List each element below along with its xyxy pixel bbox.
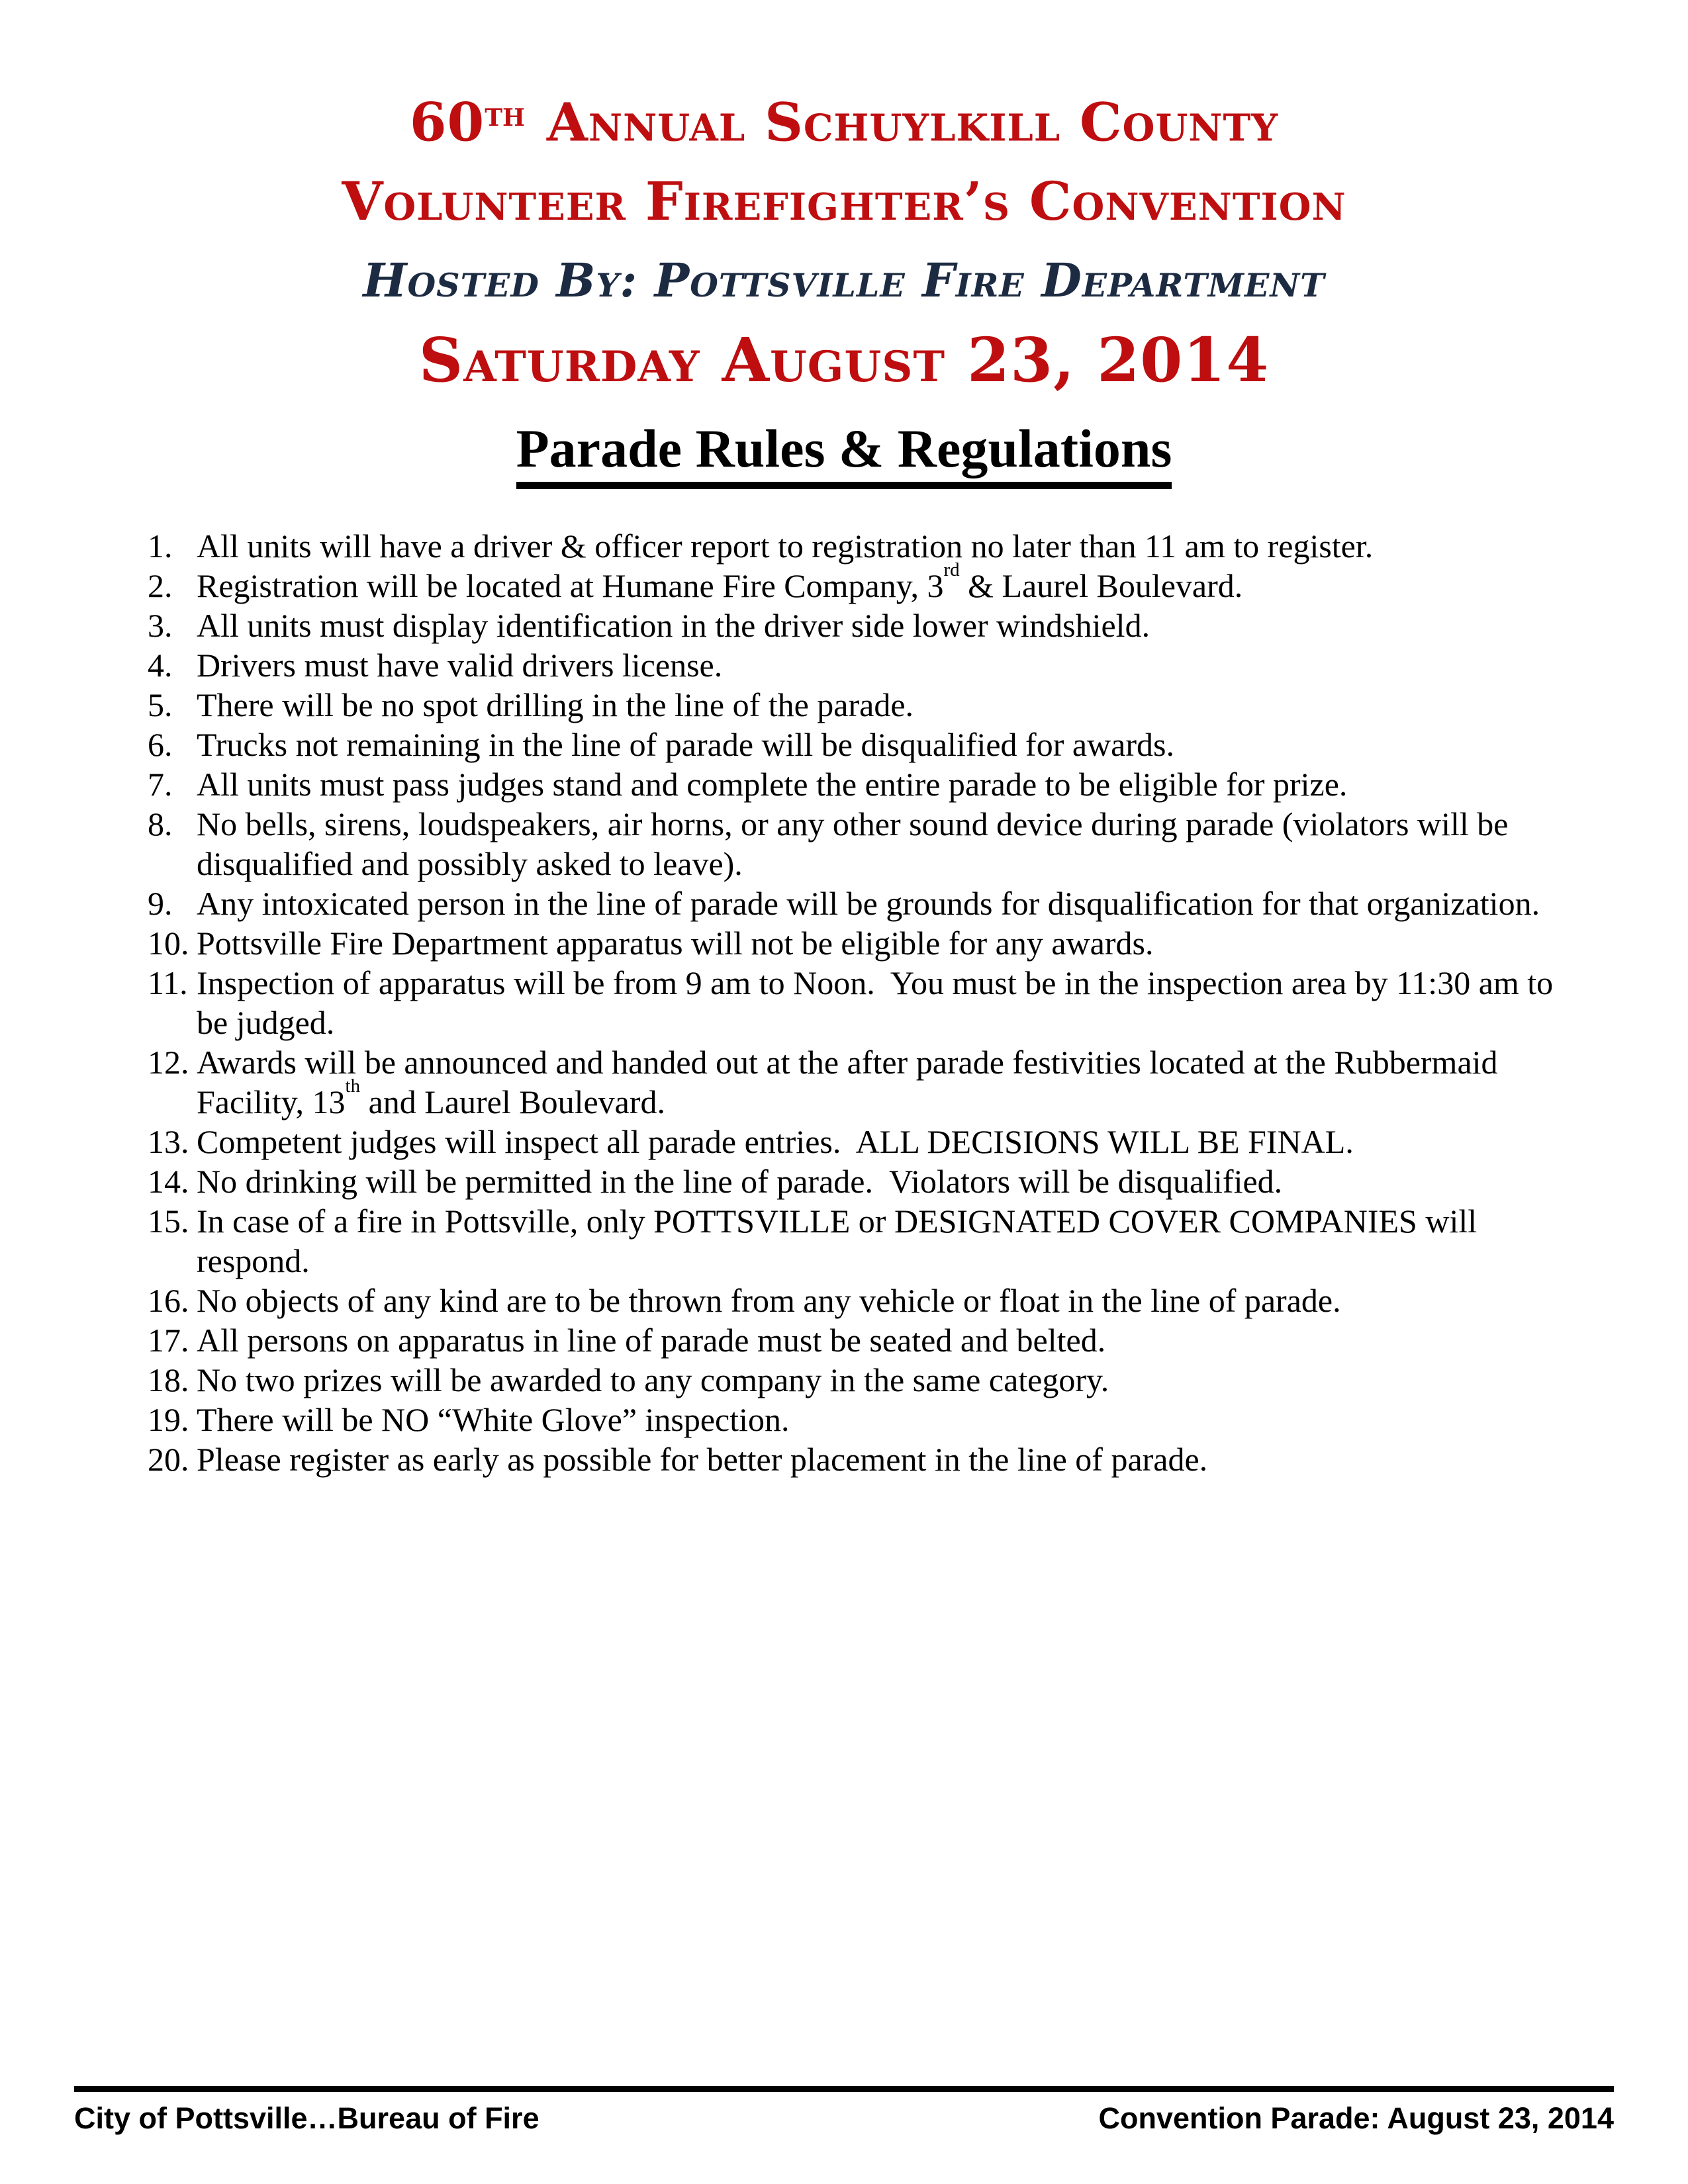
document-footer: [74, 2086, 1614, 2136]
document-header: [0, 0, 1688, 400]
rule-text: [197, 884, 1558, 923]
rule-text-segment: Inspection of apparatus will be from 9 am to Noon. You must be in the inspection area by 11:30 am to be judged.: [197, 964, 1562, 1042]
rule-number: 2.: [148, 567, 173, 605]
rule-item: [148, 559, 1558, 606]
rule-text: [197, 963, 1562, 1042]
rule-text-segment: and Laurel Boulevard.: [360, 1083, 666, 1121]
rule-text-segment: In case of a fire in Pottsville, only POTTSVILLE or DESIGNATED COVER COMPANIES will respond.: [197, 1203, 1485, 1280]
rule-item: [148, 804, 1558, 884]
rule-item: [148, 963, 1562, 1042]
rule-text: [197, 1360, 1558, 1400]
rule-text-segment: Pottsville Fire Department apparatus will not be eligible for any awards.: [197, 925, 1154, 962]
rule-text-segment: All persons on apparatus in line of parade must be seated and belted.: [197, 1322, 1106, 1359]
rule-number: 20.: [148, 1441, 189, 1479]
rule-text: [197, 804, 1558, 884]
rule-number: 6.: [148, 726, 173, 764]
rule-text: [197, 1400, 1558, 1439]
rule-text-segment: No bells, sirens, loudspeakers, air horns, or any other sound device during parade (violators will be disqualified and possibly asked to leave).: [197, 805, 1517, 883]
rule-text: [197, 1161, 1558, 1201]
rule-number: 11.: [148, 964, 188, 1002]
rule-item: [148, 1201, 1558, 1281]
heading-th-superscript: TH: [485, 104, 525, 132]
rule-text: [197, 1281, 1558, 1320]
rule-text: [197, 1042, 1558, 1122]
rule-number: 5.: [148, 686, 173, 724]
rule-text-segment: There will be NO “White Glove” inspection.: [197, 1401, 790, 1439]
heading-line-2: Volunteer Firefighter’s Convention: [342, 170, 1346, 233]
rule-text: [197, 725, 1558, 764]
heading-hosted-by: Hosted By: Pottsville Fire Department: [363, 253, 1325, 308]
rule-number: 10.: [148, 925, 189, 962]
rule-number: 4.: [148, 647, 173, 684]
rule-text-segment: All units must pass judges stand and complete the entire parade to be eligible for prize.: [197, 766, 1348, 803]
rule-number: 7.: [148, 766, 173, 803]
rule-text: [197, 685, 1558, 725]
rule-text: [197, 1201, 1558, 1281]
rule-number: 8.: [148, 805, 173, 843]
rule-number: 18.: [148, 1361, 189, 1399]
rule-text: [197, 526, 1558, 566]
rule-text-segment: Competent judges will inspect all parade entries. ALL DECISIONS WILL BE FINAL.: [197, 1123, 1354, 1161]
rule-item: [148, 1320, 1558, 1360]
rule-item: [148, 1281, 1558, 1320]
heading-date: Saturday August 23, 2014: [418, 324, 1270, 396]
rule-text-segment: Any intoxicated person in the line of parade will be grounds for disqualification for that organization.: [197, 885, 1540, 923]
rule-item: [148, 764, 1558, 804]
rule-text: [197, 923, 1558, 963]
rule-text-segment: No objects of any kind are to be thrown from any vehicle or float in the line of parade.: [197, 1282, 1341, 1320]
rule-text: [197, 1122, 1558, 1161]
rule-item: [148, 1439, 1558, 1479]
rule-text-segment: Awards will be announced and handed out at the after parade festivities located at the Rubbermaid Facility, 13: [197, 1044, 1507, 1121]
rule-item: [148, 1360, 1558, 1400]
heading-line-1-number: 60: [409, 91, 485, 154]
rule-item: [148, 1161, 1558, 1201]
rule-number: 19.: [148, 1401, 189, 1439]
rule-item: [148, 526, 1558, 566]
page-title: Parade Rules & Regulations: [516, 417, 1172, 489]
rule-number: 13.: [148, 1123, 189, 1161]
rule-text-superscript: rd: [943, 559, 960, 581]
rule-item: [148, 1042, 1558, 1122]
rule-text: [197, 1320, 1558, 1360]
rule-number: 14.: [148, 1163, 189, 1201]
rule-number: 3.: [148, 607, 173, 645]
rule-item: [148, 645, 1558, 685]
rule-text-segment: Registration will be located at Humane Fire Company, 3: [197, 567, 944, 605]
rule-number: 16.: [148, 1282, 189, 1320]
rule-number: 12.: [148, 1044, 189, 1081]
rule-text-superscript: th: [345, 1075, 361, 1097]
rule-item: [148, 606, 1558, 645]
rule-text-segment: No drinking will be permitted in the line of parade. Violators will be disqualified.: [197, 1163, 1283, 1201]
rule-text-segment: Trucks not remaining in the line of parade will be disqualified for awards.: [197, 726, 1174, 764]
rule-item: [148, 725, 1558, 764]
rule-text: [197, 606, 1558, 645]
rule-text-segment: There will be no spot drilling in the line of the parade.: [197, 686, 914, 724]
rule-text-segment: All units must display identification in the driver side lower windshield.: [197, 607, 1150, 645]
heading-line-1: [0, 78, 1688, 161]
rules-list: [148, 526, 1562, 1479]
rule-text-segment: Drivers must have valid drivers license.: [197, 647, 723, 684]
rule-text-segment: Please register as early as possible for better placement in the line of parade.: [197, 1441, 1208, 1479]
footer-left-text: City of Pottsville…Bureau of Fire: [74, 2101, 539, 2135]
rule-text-segment: & Laurel Boulevard.: [959, 567, 1243, 605]
rule-text: [197, 1439, 1558, 1479]
rule-text: [197, 559, 1558, 606]
rule-number: 17.: [148, 1322, 189, 1359]
rule-number: 9.: [148, 885, 173, 923]
footer-right-text: Convention Parade: August 23, 2014: [1098, 2101, 1614, 2135]
rule-text: [197, 645, 1558, 685]
rule-text-segment: All units will have a driver & officer report to registration no later than 11 am to register.: [197, 527, 1374, 565]
rule-item: [148, 1400, 1558, 1439]
rule-item: [148, 1122, 1558, 1161]
rule-item: [148, 923, 1558, 963]
heading-line-1-text: Annual Schuylkill County: [528, 91, 1279, 154]
rule-text: [197, 764, 1558, 804]
rule-item: [148, 685, 1558, 725]
rule-number: 1.: [148, 527, 173, 565]
rule-item: [148, 884, 1558, 923]
rule-text-segment: No two prizes will be awarded to any company in the same category.: [197, 1361, 1109, 1399]
rule-number: 15.: [148, 1203, 189, 1240]
section-title-wrap: [0, 417, 1688, 489]
